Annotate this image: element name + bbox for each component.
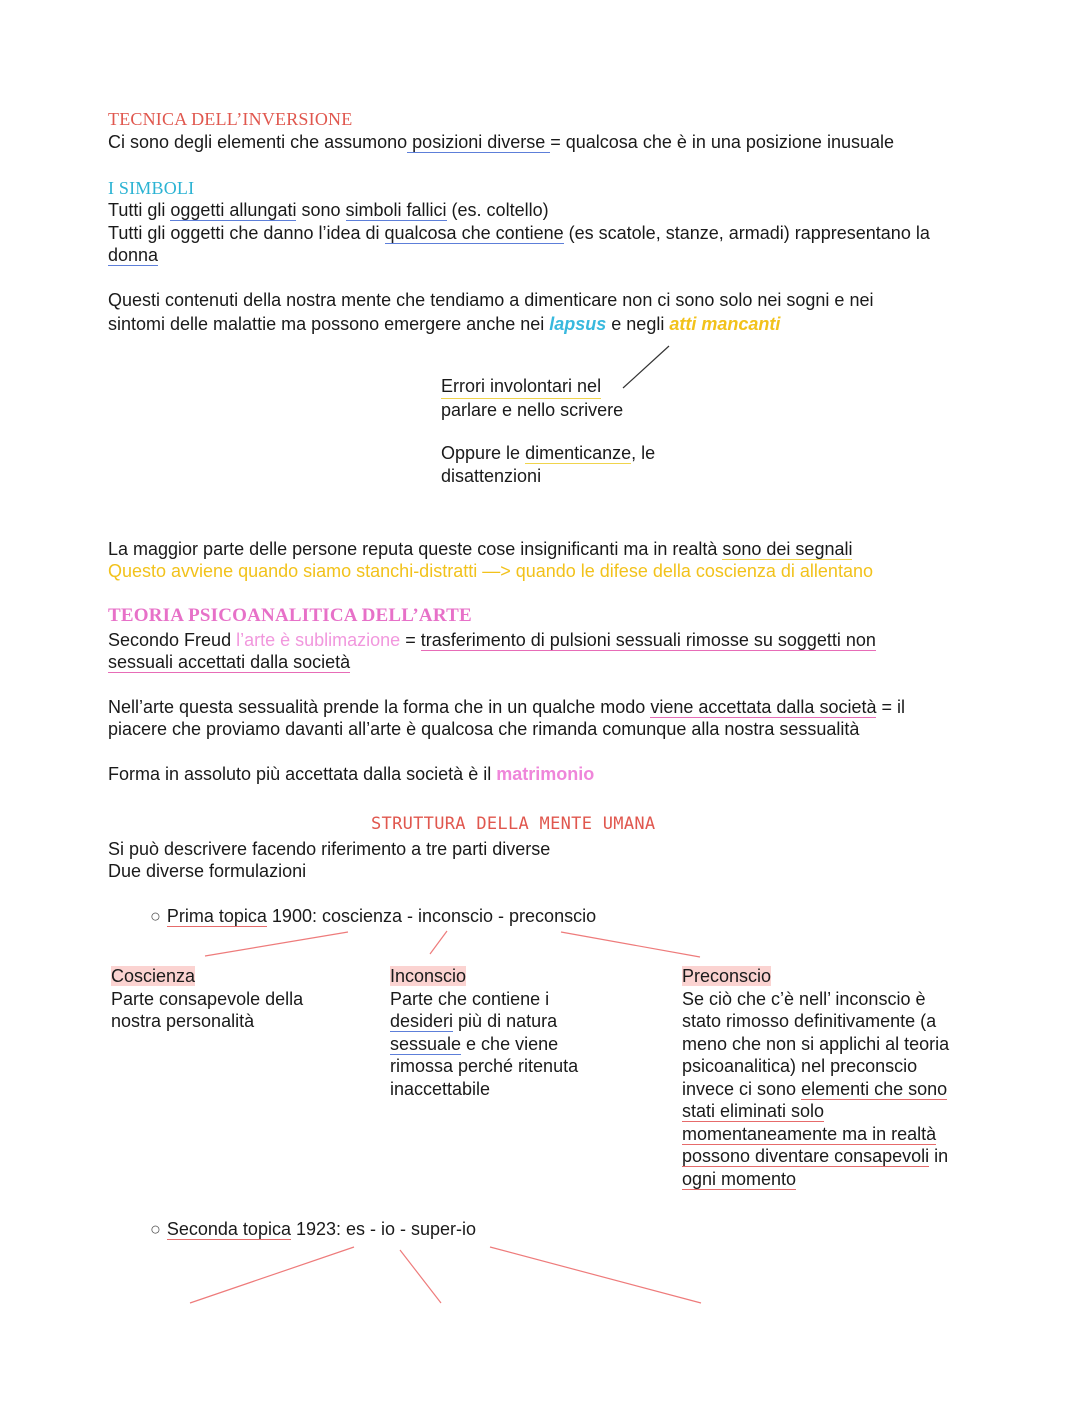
connector-seconda-io <box>400 1250 441 1303</box>
preconscio-l8 <box>682 1145 949 1168</box>
seconda-topica-desc: 1923: es - io - super-io <box>290 1219 477 1239</box>
col-coscienza <box>111 965 303 1033</box>
preconscio-l9: ogni momento <box>682 1168 797 1189</box>
arte-p2-a: Nell’arte questa sessualità prende la forma che in un qualche modo <box>108 697 651 717</box>
lapsus-keyword: lapsus <box>549 314 607 334</box>
note-errori <box>441 375 623 421</box>
inconscio-l5: inaccettabile <box>390 1078 491 1099</box>
preconscio-l8-b: in <box>929 1146 949 1166</box>
inversione-text <box>108 131 894 153</box>
bullet-icon: ○ <box>150 906 161 926</box>
inconscio-l3 <box>390 1033 578 1056</box>
col-preconscio <box>682 965 949 1190</box>
simboli-line-3 <box>108 244 158 266</box>
preconscio-l7: momentaneamente ma in realtà <box>682 1123 937 1144</box>
arte-sessuali-accettati: sessuali accettati dalla società <box>108 652 351 672</box>
contenuti-l2-a: sintomi delle malattie ma possono emergere anche nei <box>108 314 550 334</box>
atti-mancanti-keyword: atti mancanti <box>669 314 781 334</box>
inconscio-l2-b: più di natura <box>453 1011 558 1031</box>
contenuti-l2-b: e negli <box>606 314 670 334</box>
connector-prima-preconscio <box>561 932 700 957</box>
arte-l1-a: Secondo Freud <box>108 630 237 650</box>
arte-sublimazione: l’arte è sublimazione <box>236 630 401 650</box>
preconscio-l5 <box>682 1078 949 1101</box>
prima-topica-label: Prima topica <box>166 906 267 926</box>
preconscio-l4: psicoanalitica) nel preconscio <box>682 1056 918 1076</box>
preconscio-title: Preconscio <box>682 966 772 986</box>
arrow-to-lapsus <box>623 346 669 388</box>
arte-p2-line-2: piacere che proviamo davanti all’arte è qualcosa che rimanda comunque alla nostra sessualità <box>108 719 860 739</box>
simboli-l2-c: (es scatole, stanze, armadi) rappresentano la <box>563 223 930 243</box>
note-oppure-1c: , le <box>631 443 656 463</box>
col-inconscio <box>390 965 578 1100</box>
arte-trasferimento: trasferimento di pulsioni sessuali rimosse su soggetti non <box>420 630 876 650</box>
note-oppure <box>441 442 655 487</box>
note-errori-2: parlare e nello scrivere <box>441 399 624 420</box>
heading-struttura: STRUTTURA DELLA MENTE UMANA <box>371 814 656 834</box>
heading-inversione: TECNICA DELL’INVERSIONE <box>108 109 353 129</box>
note-oppure-1a: Oppure le <box>441 443 526 463</box>
simboli-oggetti-allungati: oggetti allungati <box>170 200 297 220</box>
preconscio-l1: Se ciò che c’è nell’ inconscio è <box>682 988 926 1009</box>
note-dimenticanze: dimenticanze <box>525 443 632 463</box>
inconscio-sessuale: sessuale <box>390 1033 462 1054</box>
prima-topica-desc: 1900: coscienza - inconscio - preconscio <box>266 906 597 926</box>
heading-simboli: I SIMBOLI <box>108 178 195 198</box>
segnali-l1-a: La maggior parte delle persone reputa queste cose insignificanti ma in realtà <box>108 539 723 559</box>
preconscio-l6: stati eliminati solo <box>682 1101 825 1121</box>
preconscio-elementi: elementi che sono <box>801 1078 948 1099</box>
connector-seconda-es <box>190 1247 354 1303</box>
segnali-sono-dei-segnali: sono dei segnali <box>722 539 853 559</box>
arte-p2-c: = il <box>876 697 905 717</box>
inconscio-l1: Parte che contiene i <box>390 988 550 1009</box>
inconscio-l4: rimossa perché ritenuta <box>390 1056 579 1076</box>
inversione-post: = qualcosa che è in una posizione inusuale <box>550 132 894 152</box>
simboli-fallici: simboli fallici <box>345 200 447 220</box>
arte-l1-c: = <box>400 630 421 650</box>
note-oppure-2: disattenzioni <box>441 465 542 486</box>
segnali-line-2: Questo avviene quando siamo stanchi-distratti —> quando le difese della coscienza di allentano <box>108 561 873 581</box>
preconscio-l2: stato rimosso definitivamente (a <box>682 1011 937 1031</box>
segnali-line-1 <box>108 538 852 560</box>
simboli-line-1 <box>108 199 549 221</box>
arte-p2-line-1 <box>108 696 905 718</box>
inconscio-l2 <box>390 1010 578 1033</box>
heading-arte: TEORIA PSICOANALITICA DELL’ARTE <box>108 605 472 626</box>
seconda-topica-label: Seconda topica <box>166 1219 291 1239</box>
arte-line-2 <box>108 651 350 673</box>
inversione-underlined: posizioni diverse <box>407 132 551 152</box>
preconscio-l5-a: invece ci sono <box>682 1078 802 1099</box>
inconscio-desideri: desideri <box>390 1011 454 1031</box>
note-errori-1: Errori involontari nel <box>441 375 601 399</box>
preconscio-l3: meno che non si applichi al teoria <box>682 1033 950 1054</box>
simboli-l1-a: Tutti gli <box>108 200 171 220</box>
arte-accettata-societa: viene accettata dalla società <box>650 697 877 717</box>
simboli-donna: donna <box>108 245 159 265</box>
seconda-topica <box>150 1218 476 1240</box>
coscienza-title: Coscienza <box>111 966 196 986</box>
inconscio-title: Inconscio <box>390 966 467 986</box>
simboli-qualcosa-contiene: qualcosa che contiene <box>384 223 564 243</box>
contenuti-line-1: Questi contenuti della nostra mente che tendiamo a dimenticare non ci sono solo nei sogni e nei <box>108 290 874 310</box>
simboli-l1-e: (es. coltello) <box>446 200 549 220</box>
struttura-line-1: Si può descrivere facendo riferimento a tre parti diverse <box>108 839 551 859</box>
matrimonio-keyword: matrimonio <box>496 764 595 784</box>
connector-prima-inconscio <box>430 931 447 954</box>
connector-prima-coscienza <box>205 932 348 956</box>
note-oppure-1 <box>441 442 655 465</box>
connector-seconda-superio <box>490 1247 701 1303</box>
coscienza-l1: Parte consapevole della <box>111 988 304 1009</box>
arte-p3 <box>108 763 594 785</box>
simboli-l1-c: sono <box>296 200 346 220</box>
preconscio-l8-a: possono diventare consapevoli <box>682 1146 930 1166</box>
coscienza-l2: nostra personalità <box>111 1011 255 1031</box>
arte-p3-a: Forma in assoluto più accettata dalla società è il <box>108 764 497 784</box>
inconscio-l3-b: e che viene <box>461 1033 559 1054</box>
struttura-line-2: Due diverse formulazioni <box>108 861 307 881</box>
bullet-icon-2: ○ <box>150 1219 161 1239</box>
arte-line-1 <box>108 629 876 651</box>
simboli-line-2 <box>108 222 930 244</box>
inversione-pre: Ci sono degli elementi che assumono <box>108 132 408 152</box>
contenuti-line-2 <box>108 313 780 335</box>
prima-topica <box>150 905 596 927</box>
simboli-l2-a: Tutti gli oggetti che danno l’idea di <box>108 223 385 243</box>
